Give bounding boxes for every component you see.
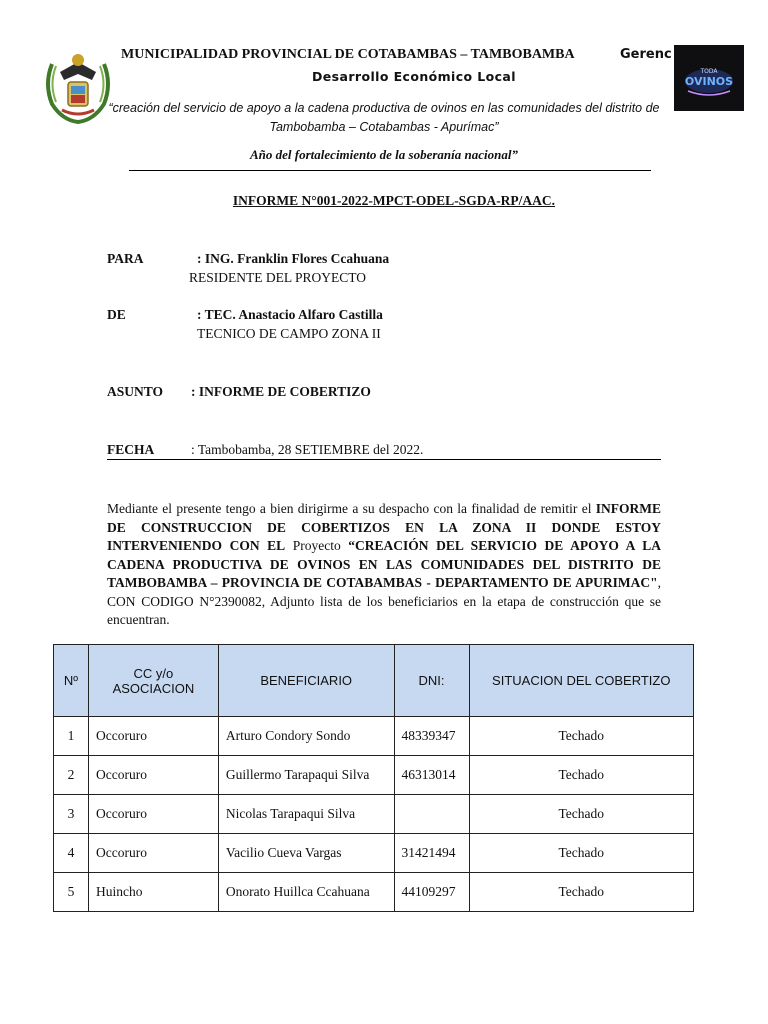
- cell-status: Techado: [469, 717, 693, 756]
- cell-number: 3: [54, 795, 89, 834]
- table-row: [54, 873, 694, 912]
- gerencia-label: Gerenc: [620, 47, 672, 62]
- project-line-1: “creación del servicio de apoyo a la cadena productiva de ovinos en las comunidades del distrito de: [108, 101, 660, 115]
- body-text-2: INFORME DE CONSTRUCCION DE COBERTIZOS EN LA ZONA II DONDE ESTOY INTERVENIENDO CON EL: [107, 501, 661, 553]
- cell-number: 4: [54, 834, 89, 873]
- cell-status: Techado: [469, 756, 693, 795]
- header-beneficiary: BENEFICIARIO: [218, 645, 394, 717]
- cell-beneficiary: Arturo Condory Sondo: [218, 717, 394, 756]
- cell-beneficiary: Guillermo Tarapaqui Silva: [218, 756, 394, 795]
- header-divider: [129, 170, 651, 171]
- de-role: TECNICO DE CAMPO ZONA II: [197, 326, 381, 341]
- cell-dni: 31421494: [394, 834, 469, 873]
- de-name: : TEC. Anastacio Alfaro Castilla: [197, 307, 383, 322]
- header-status: SITUACION DEL COBERTIZO: [469, 645, 693, 717]
- cell-number: 1: [54, 717, 89, 756]
- project-description: [100, 99, 668, 137]
- logo-text-top: TODA: [700, 68, 718, 75]
- para-label: PARA: [107, 251, 144, 266]
- logo-text-main: OVINOS: [684, 75, 734, 88]
- header-number: Nº: [54, 645, 89, 717]
- header-association: CC y/o ASOCIACION: [88, 645, 218, 717]
- cell-status: Techado: [469, 873, 693, 912]
- header-dni: DNI:: [394, 645, 469, 717]
- year-motto: Año del fortalecimiento de la soberanía nacional”: [250, 147, 518, 162]
- table-header-row: [54, 645, 694, 717]
- table-row: [54, 756, 694, 795]
- beneficiaries-table: [53, 644, 694, 912]
- fecha-label: FECHA: [107, 442, 155, 457]
- body-text-3: Proyecto: [285, 538, 349, 553]
- table-row: [54, 834, 694, 873]
- cell-number: 5: [54, 873, 89, 912]
- cell-association: Occoruro: [88, 834, 218, 873]
- para-name: : ING. Franklin Flores Ccahuana: [197, 251, 390, 266]
- asunto-label: ASUNTO: [107, 384, 164, 399]
- cell-beneficiary: Nicolas Tarapaqui Silva: [218, 795, 394, 834]
- body-text-5: , CON CODIGO N°2390082, Adjunto lista de los beneficiarios en la etapa de construcción que se encuentran.: [107, 575, 661, 627]
- de-label: DE: [107, 307, 126, 322]
- cell-beneficiary: Vacilio Cueva Vargas: [218, 834, 394, 873]
- municipality-title: MUNICIPALIDAD PROVINCIAL DE COTABAMBAS – TAMBOBAMBA: [121, 47, 575, 62]
- report-number: INFORME N°001-2022-MPCT-ODEL-SGDA-RP/AAC.: [232, 193, 556, 208]
- body-paragraph: [107, 500, 661, 630]
- fecha-divider: [107, 459, 661, 460]
- cell-beneficiary: Onorato Huillca Ccahuana: [218, 873, 394, 912]
- fecha-value: : Tambobamba, 28 SETIEMBRE del 2022.: [191, 442, 424, 457]
- body-text-4: “CREACIÓN DEL SERVICIO DE APOYO A LA CADENA PRODUCTIVA DE OVINOS EN LAS COMUNIDADES DEL DISTRITO DE TAMBOBAMBA – PROVINCIA DE COTABAMBAS - DEPARTAMENTO DE APURIMAC": [107, 538, 661, 590]
- cell-association: Occoruro: [88, 756, 218, 795]
- project-line-2: Tambobamba – Cotabambas - Apurímac”: [269, 120, 499, 134]
- cell-association: Occoruro: [88, 795, 218, 834]
- table-row: [54, 795, 694, 834]
- body-text-1: Mediante el presente tengo a bien dirigirme a su despacho con la finalidad de remitir el: [107, 501, 596, 516]
- asunto-value: : INFORME DE COBERTIZO: [191, 384, 371, 399]
- cell-association: Huincho: [88, 873, 218, 912]
- cell-dni: 48339347: [394, 717, 469, 756]
- cell-number: 2: [54, 756, 89, 795]
- cell-dni: [394, 795, 469, 834]
- cell-dni: 44109297: [394, 873, 469, 912]
- table-row: [54, 717, 694, 756]
- cell-status: Techado: [469, 795, 693, 834]
- para-role: RESIDENTE DEL PROYECTO: [189, 270, 366, 285]
- cell-dni: 46313014: [394, 756, 469, 795]
- cell-association: Occoruro: [88, 717, 218, 756]
- cell-status: Techado: [469, 834, 693, 873]
- department-subtitle: Desarrollo Económico Local: [312, 69, 516, 84]
